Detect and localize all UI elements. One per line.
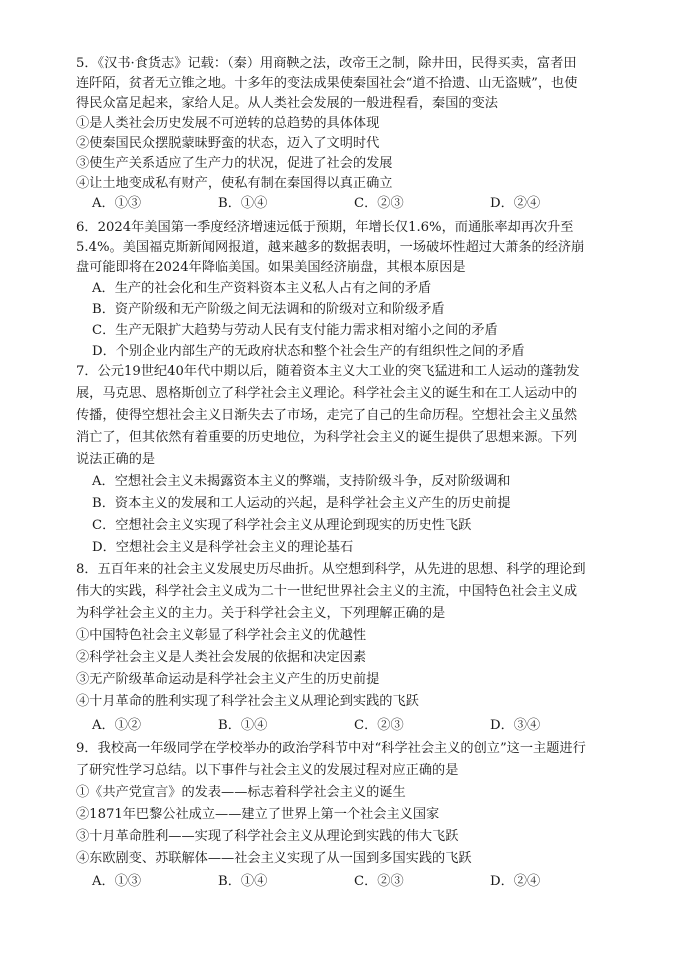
question-9-statement: ①《共产党宣言》的发表——标志着科学社会主义的诞生 (76, 785, 406, 800)
question-9-options (92, 872, 612, 892)
option-b[interactable]: B．①④ (218, 874, 268, 889)
option-d[interactable]: D．②④ (490, 874, 541, 889)
question-9-statement: ④东欧剧变、苏联解体——社会主义实现了从一国到多国实践的飞跃 (76, 851, 472, 866)
option-b[interactable]: B．①④ (218, 196, 268, 211)
option-a[interactable]: A．空想社会主义未揭露资本主义的弊端，支持阶级斗争，反对阶级调和 (92, 474, 511, 489)
question-8-stem-line: 为科学社会主义的主力。关于科学社会主义，下列理解正确的是 (76, 606, 446, 621)
option-c[interactable]: C．②③ (354, 874, 404, 889)
question-5-statement: ②使秦国民众摆脱蒙昧野蛮的状态，迈入了文明时代 (76, 136, 380, 151)
question-9-statement: ②1871年巴黎公社成立——建立了世界上第一个社会主义国家 (76, 807, 440, 822)
option-c[interactable]: C．空想社会主义实现了科学社会主义从理论到现实的历史性飞跃 (92, 518, 472, 533)
question-9-stem-line: 9．我校高一年级同学在学校举办的政治学科节中对“科学社会主义的创立”这一主题进行 (76, 741, 586, 756)
option-a[interactable]: A．①③ (92, 196, 142, 211)
question-8-options (92, 716, 612, 736)
question-5-stem-line: 得民众富足起来，家给人足。从人类社会发展的一般进程看，秦国的变法 (76, 96, 498, 111)
option-d[interactable]: D．②④ (490, 196, 541, 211)
question-7-stem-line: 7．公元19世纪40年代中期以后，随着资本主义大工业的突飞猛进和工人运动的蓬勃发 (76, 364, 580, 379)
option-d[interactable]: D．个别企业内部生产的无政府状态和整个社会生产的有组织性之间的矛盾 (92, 344, 525, 359)
question-5-statement: ④让土地变成私有财产，使私有制在秦国得以真正确立 (76, 176, 393, 191)
option-c[interactable]: C．生产无限扩大趋势与劳动人民有支付能力需求相对缩小之间的矛盾 (92, 323, 498, 338)
question-6-stem-line: 6．2024年美国第一季度经济增速远低于预期，年增长仅1.6%，而通胀率却再次升至 (76, 220, 574, 235)
question-8-stem-line: 伟大的实践，科学社会主义成为二十一世纪世界社会主义的主流，中国特色社会主义成 (76, 584, 578, 599)
question-8-statement: ③无产阶级革命运动是科学社会主义产生的历史前提 (76, 672, 380, 687)
option-d[interactable]: D．③④ (490, 718, 541, 733)
question-6-stem-line: 5.4%。美国福克斯新闻网报道，越来越多的数据表明，一场破坏性超过大萧条的经济崩 (76, 240, 585, 255)
option-c[interactable]: C．②③ (354, 718, 404, 733)
option-a[interactable]: A．生产的社会化和生产资料资本主义私人占有之间的矛盾 (92, 281, 432, 296)
question-7-stem-line: 展，马克思、恩格斯创立了科学社会主义理论。科学社会主义的诞生和在工人运动中的 (76, 386, 578, 401)
question-8-statement: ②科学社会主义是人类社会发展的依据和决定因素 (76, 650, 367, 665)
option-b[interactable]: B．①④ (218, 718, 268, 733)
question-8-statement: ④十月革命的胜利实现了科学社会主义从理论到实践的飞跃 (76, 694, 419, 709)
option-a[interactable]: A．①③ (92, 874, 142, 889)
option-a[interactable]: A．①② (92, 718, 142, 733)
question-7-stem-line: 消亡了，但其依然有着重要的历史地位，为科学社会主义的诞生提供了思想来源。下列 (76, 430, 578, 445)
question-9-stem-line: 了研究性学习总结。以下事件与社会主义的发展过程对应正确的是 (76, 763, 459, 778)
question-5-stem-line: 连阡陌，贫者无立锥之地。十多年的变法成果使秦国社会“道不拾遗、山无盗贼”，也使 (76, 76, 578, 91)
option-c[interactable]: C．②③ (354, 196, 404, 211)
question-5-stem-line: 5．《汉书·食货志》记载：（秦）用商鞅之法，改帝王之制，除井田，民得买卖，富者田 (76, 56, 577, 71)
question-9-statement: ③十月革命胜利——实现了科学社会主义从理论到实践的伟大飞跃 (76, 829, 459, 844)
question-5-statement: ①是人类社会历史发展不可逆转的总趋势的具体体现 (76, 116, 380, 131)
question-5-statement: ③使生产关系适应了生产力的状况，促进了社会的发展 (76, 156, 393, 171)
option-d[interactable]: D．空想社会主义是科学社会主义的理论基石 (92, 540, 354, 555)
question-6-stem-line: 盘可能即将在2024年降临美国。如果美国经济崩盘，其根本原因是 (76, 260, 466, 275)
question-5-options (92, 194, 612, 214)
option-b[interactable]: B．资本主义的发展和工人运动的兴起，是科学社会主义产生的历史前提 (92, 496, 511, 511)
question-8-stem-line: 8．五百年来的社会主义发展史历尽曲折。从空想到科学，从先进的思想、科学的理论到 (76, 562, 586, 577)
option-b[interactable]: B．资产阶级和无产阶级之间无法调和的阶级对立和阶级矛盾 (92, 302, 445, 317)
question-7-stem-line: 说法正确的是 (76, 452, 156, 467)
question-8-statement: ①中国特色社会主义彰显了科学社会主义的优越性 (76, 628, 367, 643)
question-7-stem-line: 传播，使得空想社会主义日渐失去了市场，走完了自己的生命历程。空想社会主义虽然 (76, 408, 578, 423)
